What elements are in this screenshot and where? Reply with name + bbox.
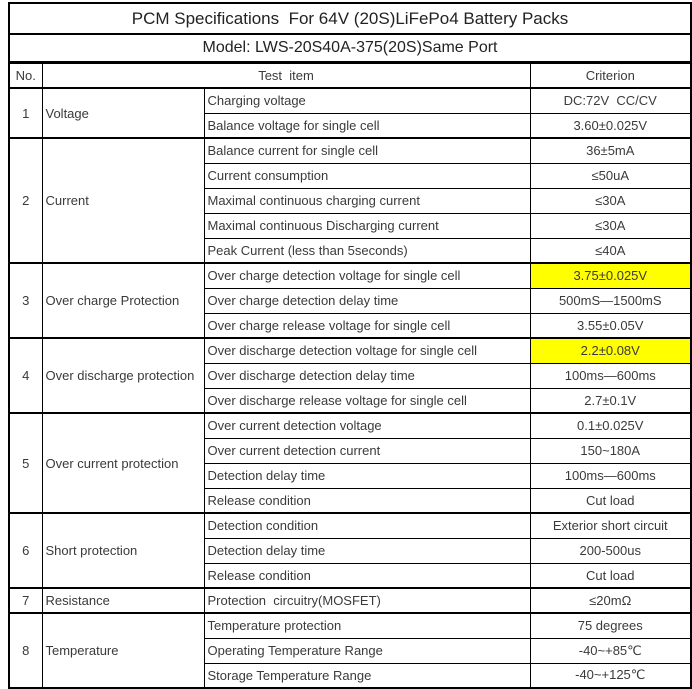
criterion-cell: Cut load [530, 563, 691, 588]
test-item-cell: Storage Temperature Range [204, 663, 530, 688]
section-no: 4 [9, 338, 42, 413]
section-category: Over discharge protection [42, 338, 204, 413]
section-category: Over current protection [42, 413, 204, 513]
criterion-cell: 36±5mA [530, 138, 691, 163]
criterion-cell: Cut load [530, 488, 691, 513]
test-item-cell: Over charge release voltage for single cell [204, 313, 530, 338]
criterion-cell: 2.7±0.1V [530, 388, 691, 413]
section-category: Voltage [42, 88, 204, 138]
criterion-cell: 3.55±0.05V [530, 313, 691, 338]
section-no: 7 [9, 588, 42, 613]
col-header-no: No. [9, 63, 42, 89]
test-item-cell: Over charge detection delay time [204, 288, 530, 313]
criterion-cell: ≤40A [530, 238, 691, 263]
test-item-cell: Peak Current (less than 5seconds) [204, 238, 530, 263]
criterion-cell: 150~180A [530, 438, 691, 463]
criterion-cell: ≤30A [530, 188, 691, 213]
criterion-cell: 500mS—1500mS [530, 288, 691, 313]
test-item-cell: Over discharge release voltage for single cell [204, 388, 530, 413]
criterion-cell: DC:72V CC/CV [530, 88, 691, 113]
test-item-cell: Release condition [204, 488, 530, 513]
test-item-cell: Detection delay time [204, 463, 530, 488]
test-item-cell: Over discharge detection voltage for single cell [204, 338, 530, 363]
test-item-cell: Over current detection voltage [204, 413, 530, 438]
page-title: PCM Specifications For 64V (20S)LiFePo4 Battery Packs [9, 3, 691, 34]
test-item-cell: Maximal continuous Discharging current [204, 213, 530, 238]
test-item-cell: Temperature protection [204, 613, 530, 638]
test-item-cell: Protection circuitry(MOSFET) [204, 588, 530, 613]
criterion-cell: 0.1±0.025V [530, 413, 691, 438]
test-item-cell: Over charge detection voltage for single cell [204, 263, 530, 288]
section-category: Current [42, 138, 204, 263]
test-item-cell: Charging voltage [204, 88, 530, 113]
test-item-cell: Maximal continuous charging current [204, 188, 530, 213]
criterion-cell: Exterior short circuit [530, 513, 691, 538]
test-item-cell: Over discharge detection delay time [204, 363, 530, 388]
criterion-cell: 100ms—600ms [530, 363, 691, 388]
section-category: Over charge Protection [42, 263, 204, 338]
criterion-cell: ≤50uA [530, 163, 691, 188]
section-no: 6 [9, 513, 42, 588]
test-item-cell: Balance voltage for single cell [204, 113, 530, 138]
criterion-cell-highlighted: 3.75±0.025V [530, 263, 691, 288]
col-header-criterion: Criterion [530, 63, 691, 89]
criterion-cell-highlighted: 2.2±0.08V [530, 338, 691, 363]
spec-sheet [8, 2, 692, 689]
section-no: 3 [9, 263, 42, 338]
test-item-cell: Detection condition [204, 513, 530, 538]
model-title: Model: LWS-20S40A-375(20S)Same Port [9, 34, 691, 63]
criterion-cell: 3.60±0.025V [530, 113, 691, 138]
section-no: 8 [9, 613, 42, 688]
criterion-cell: 200-500us [530, 538, 691, 563]
section-category: Short protection [42, 513, 204, 588]
test-item-cell: Current consumption [204, 163, 530, 188]
test-item-cell: Balance current for single cell [204, 138, 530, 163]
section-category: Temperature [42, 613, 204, 688]
test-item-cell: Detection delay time [204, 538, 530, 563]
col-header-test-item: Test item [42, 63, 530, 89]
section-no: 2 [9, 138, 42, 263]
test-item-cell: Operating Temperature Range [204, 638, 530, 663]
section-category: Resistance [42, 588, 204, 613]
criterion-cell: 100ms—600ms [530, 463, 691, 488]
criterion-cell: ≤30A [530, 213, 691, 238]
section-no: 5 [9, 413, 42, 513]
spec-table [8, 2, 692, 689]
test-item-cell: Over current detection current [204, 438, 530, 463]
criterion-cell: ≤20mΩ [530, 588, 691, 613]
criterion-cell: 75 degrees [530, 613, 691, 638]
criterion-cell: -40~+125℃ [530, 663, 691, 688]
criterion-cell: -40~+85℃ [530, 638, 691, 663]
section-no: 1 [9, 88, 42, 138]
test-item-cell: Release condition [204, 563, 530, 588]
